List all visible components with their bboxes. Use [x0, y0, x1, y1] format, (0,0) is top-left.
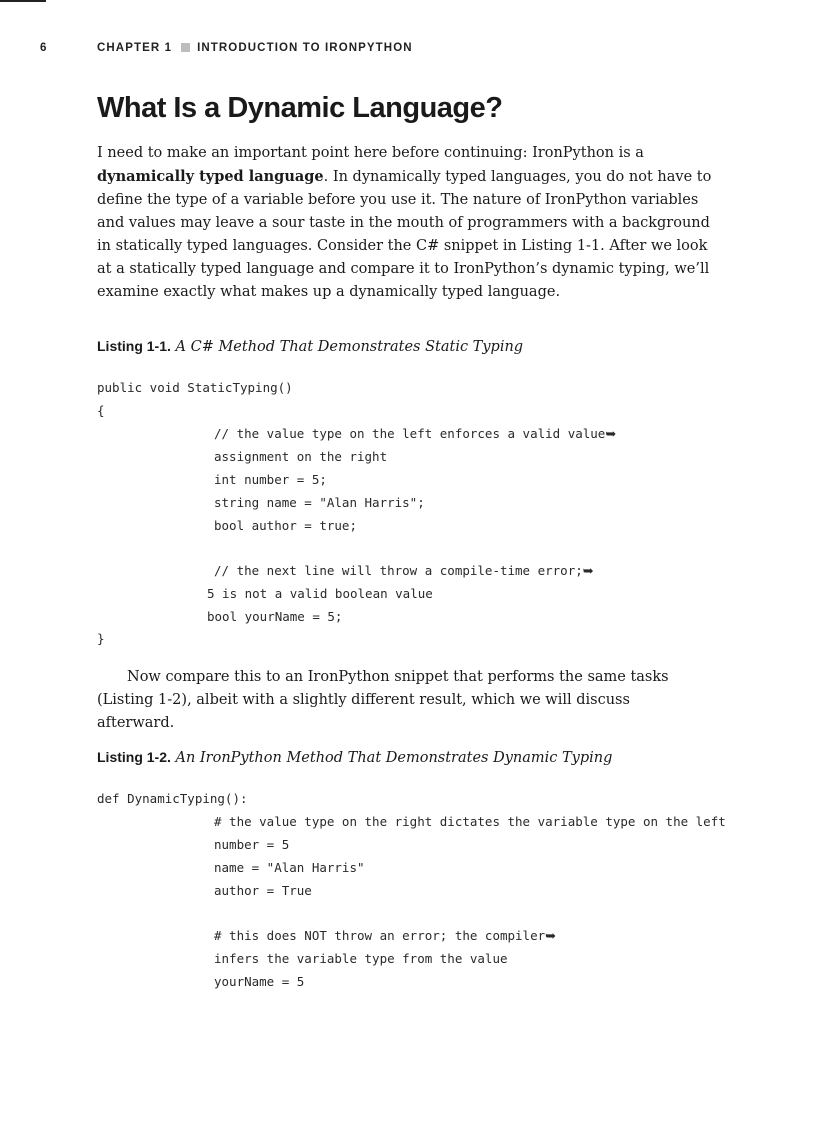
intro-text-1: I need to make an important point here before continuing: IronPython is a [97, 145, 644, 161]
comparison-text: Now compare this to an IronPython snippet that performs the same tasks (Listing 1-2), albeit with a slightly different result, which we will discuss afterward. [97, 669, 669, 731]
section-title: What Is a Dynamic Language? [97, 92, 503, 124]
code-line: yourName = 5 [214, 974, 305, 989]
code-line: def DynamicTyping(): [97, 791, 248, 806]
chapter-label: CHAPTER 1 [97, 42, 173, 54]
listing-1-title: A C# Method That Demonstrates Static Typing [175, 339, 524, 355]
code-text: // the next line will throw a compile-time error; [214, 563, 583, 578]
listing-1-caption [97, 338, 523, 355]
code-line: assignment on the right [214, 449, 388, 464]
code-text: # this does NOT throw an error; the compiler [214, 928, 546, 943]
comparison-paragraph [97, 666, 697, 735]
running-head [40, 42, 740, 60]
code-line: author = True [214, 883, 312, 898]
continuation-arrow-icon: ➥ [582, 564, 594, 579]
chapter-title: INTRODUCTION TO IRONPYTHON [197, 42, 413, 54]
listing-2-caption [97, 749, 612, 766]
intro-text-2: . In dynamically typed languages, you do not have to define the type of a variable before you use it. The nature of IronPython variables and values may leave a sour taste in the mouth of programmers with a background in statically typed languages. Consider the C# snippet in Listing 1-1. After we look at a statically typed language and compare it to IronPython’s dynamic typing, we’ll examine exactly what makes up a dynamically typed language. [97, 169, 712, 300]
code-line: name = "Alan Harris" [214, 860, 365, 875]
code-line: 5 is not a valid boolean value [207, 586, 433, 601]
code-line: bool yourName = 5; [207, 609, 343, 624]
code-line: } [97, 631, 105, 646]
listing-2-title: An IronPython Method That Demonstrates Dynamic Typing [175, 750, 613, 766]
listing-2-label: Listing 1-2. [97, 749, 171, 765]
code-line: { [97, 403, 105, 418]
code-line: infers the variable type from the value [214, 951, 508, 966]
code-line [214, 927, 556, 945]
code-line: bool author = true; [214, 518, 357, 533]
code-line: string name = "Alan Harris"; [214, 495, 425, 510]
intro-paragraph [97, 142, 719, 304]
listing-1-label: Listing 1-1. [97, 338, 171, 354]
code-line: public void StaticTyping() [97, 380, 293, 395]
code-line [214, 562, 594, 580]
chapter-heading [97, 42, 413, 54]
continuation-arrow-icon: ➥ [545, 929, 557, 944]
code-text: // the value type on the left enforces a valid value [214, 426, 606, 441]
continuation-arrow-icon: ➥ [605, 427, 617, 442]
code-line [214, 425, 616, 443]
top-rule [0, 0, 46, 2]
intro-bold-term: dynamically typed language [97, 168, 324, 185]
code-line: number = 5 [214, 837, 290, 852]
code-line: # the value type on the right dictates the variable type on the left [214, 814, 726, 829]
page-number: 6 [40, 42, 48, 54]
square-separator-icon [181, 43, 190, 52]
code-line: int number = 5; [214, 472, 327, 487]
